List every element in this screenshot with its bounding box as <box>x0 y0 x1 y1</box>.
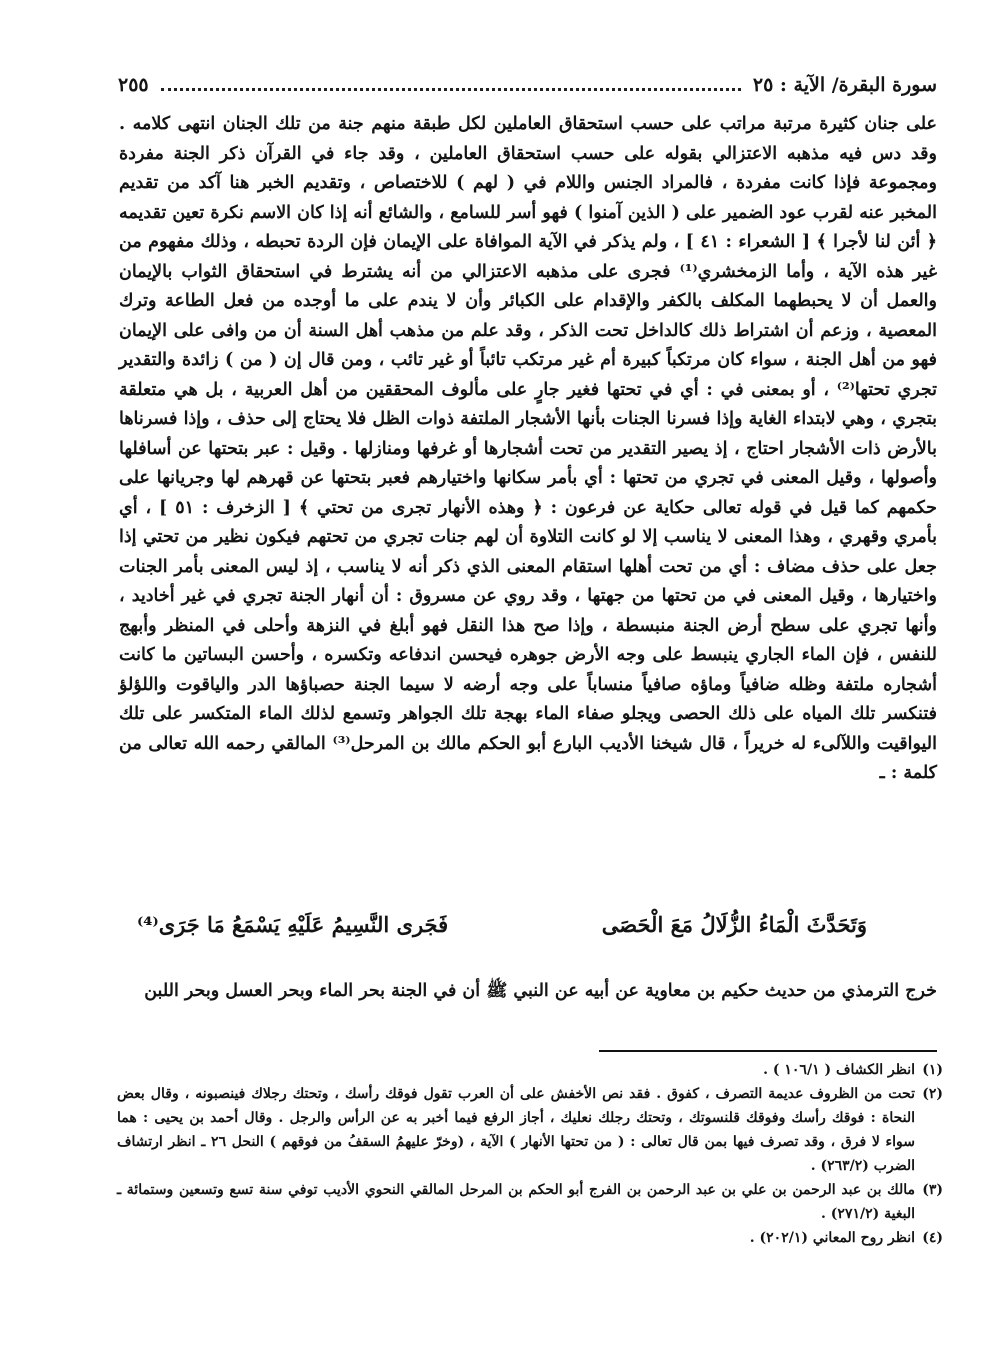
footnote-number: (٣) <box>922 1182 943 1198</box>
closing-line: خرج الترمذي من حديث حكيم بن معاوية عن أبيه عن النبي ﷺ أن في الجنة بحر الماء وبحر العسل وبحر اللبن <box>144 981 937 1001</box>
footnote-number: (٤) <box>922 1230 943 1246</box>
footnote <box>117 1178 943 1226</box>
main-paragraph: على جنان كثيرة مرتبة مراتب على حسب استحقاق العاملين لكل طبقة منهم جنة من تلك الجنان انتهى كلامه . وقد دس فيه مذهبه الاعتزالي بقوله على حسب استحقاق العاملين ، وقد جاء في القرآن ذكر الجنة مفردة ومجموعة فإذا كانت مفردة ، فالمراد الجنس واللام في ( لهم ) للاختصاص ، وتقديم الخبر هنا آكد من تقديم المخبر عنه لقرب عود الضمير على ( الذين آمنوا ) فهو أسر للسامع ، والشائع أنه إذا كان الاسم نكرة تعين تقديمه ﴿ أئن لنا لأجرا ﴾ [ الشعراء : ٤١ ] ، ولم يذكر في الآية الموافاة على الإيمان فإن الردة تحبطه ، وذلك مفهوم من غير هذه الآية ، وأما الزمخشري⁽¹⁾ فجرى على مذهبه الاعتزالي من أنه يشترط في استحقاق الثواب بالإيمان والعمل أن لا يحبطهما المكلف بالكفر والإقدام على الكبائر وأن لا يندم على ما أوجده من فعل الطاعة وترك المعصية ، وزعم أن اشتراط ذلك كالداخل تحت الذكر ، وقد علم من مذهب أهل السنة أن من وافى على الإيمان فهو من أهل الجنة ، سواء كان مرتكباً كبيرة أم غير مرتكب تائباً أو غير تائب ، ومن قال إن ( من ) زائدة والتقدير تجري تحتها⁽²⁾ ، أو بمعنى في : أي في تحتها فغير جارٍ على مألوف المحققين من أهل العربية ، بل هي متعلقة بتجري ، وهي لابتداء الغاية وإذا فسرنا الجنات بأنها الأشجار الملتفة ذوات الظل فلا يحتاج إلى حذف ، وإذا فسرناها بالأرض ذات الأشجار احتاج ، إذ يصير التقدير من تحت أشجارها أو غرفها ومنازلها . وقيل : عبر بتحتها عن أسافلها وأصولها ، وقيل المعنى في تجري من تحتها : أي بأمر سكانها واختيارهم فعبر بتحتها عن قهرهم لها وجريانها على حكمهم كما قيل في قوله تعالى حكاية عن فرعون : ﴿ وهذه الأنهار تجرى من تحتي ﴾ [ الزخرف : ٥١ ] ، أي بأمري وقهري ، وهذا المعنى لا يناسب إلا لو كانت التلاوة أن لهم جنات تجري من تحتهم فيكون نظير من تحتي إذا جعل على حذف مضاف : أي من تحت أهلها استقام المعنى الذي ذكر أنه لا يناسب ، إذ ليس المعنى بأمر الجنات واختيارها ، وقيل المعنى في من تحتها من جهتها ، وقد روي عن مسروق : أن أنهار الجنة تجري في غير أخاديد ، وأنها تجري على سطح أرض الجنة منبسطة ، وإذا صح هذا النقل فهو أبلغ في النزهة وأحلى في المنظر وأبهج للنفس ، فإن الماء الجاري ينبسط على وجه الأرض جوهره فيحسن اندفاعه وتكسره ، وأحسن البساتين ما كانت أشجاره ملتفة وظله ضافياً وماؤه صافياً منساباً على وجه أرضه لا سيما الجنة حصباؤها الدر والياقوت واللؤلؤ فتنكسر تلك المياه على ذلك الحصى ويجلو صفاء الماء بهجة تلك الجواهر وتسمع لذلك الماء المتكسر على تلك اليواقيت واللآلىء له خريراً ، قال شيخنا الأديب البارع أبو الحكم مالك بن المرحل⁽³⁾ المالقي رحمه الله تعالى من كلمة : ـ <box>119 114 938 783</box>
footnote-text: انظر الكشاف ( ١٠٦/١ ) . <box>763 1062 915 1078</box>
dotted-leader <box>161 88 741 91</box>
surah-title: سورة البقرة/ الآية : ٢٥ <box>752 74 937 96</box>
running-header <box>118 68 937 102</box>
footnotes <box>117 1058 943 1250</box>
footnote <box>117 1058 943 1082</box>
footnote-number: (٢) <box>922 1086 943 1102</box>
footnote <box>117 1082 943 1178</box>
footnote-text: انظر روح المعاني (٢٠٢/١) . <box>749 1230 915 1246</box>
footnote-text: مالك بن عبد الرحمن بن علي بن عبد الرحمن بن الفرج أبو الحكم بن المرحل المالقي النحوي الأديب توفي سنة تسع وتسعين وستمائة ـ البغية (٢٧١/٢) . <box>117 1182 915 1222</box>
poetry-verse <box>119 912 937 937</box>
footnote-number: (١) <box>922 1062 943 1078</box>
page-number: ٢٥٥ <box>118 74 149 96</box>
footnote <box>117 1226 943 1250</box>
verse-second-hemistich: فَجَرى النَّسِيمُ عَلَيْهِ يَسْمَعُ مَا جَرَى⁽⁴⁾ <box>137 912 449 937</box>
footnote-text: تحت من الظروف عديمة التصرف ، كفوق . فقد نص الأخفش على أن العرب تقول فوقك رأسك ، وتحتك رجلاك فينصبونه ، وقال بعض النحاة : فوقك رأسك وفوقك قلنسوتك ، وتحتك رجلك نعليك ، أجاز الرفع فيما أخبر به عن الرأس والرجل . وقال أحمد بن يحيى : هما سواء لا فرق ، وقد تصرف فيها بمن قال تعالى : ( من تحتها الأنهار ) الآية ، (وخرّ عليهمُ السقفُ من فوقهم ) النحل ٢٦ ـ انظر ارتشاف الضرب (٢٦٣/٢) . <box>117 1086 915 1174</box>
verse-first-hemistich: وَتَحَدَّثَ الْمَاءُ الزُّلَالُ مَعَ الْحَصَى <box>601 912 867 937</box>
footnote-separator <box>599 1050 937 1052</box>
body-text <box>119 110 937 789</box>
